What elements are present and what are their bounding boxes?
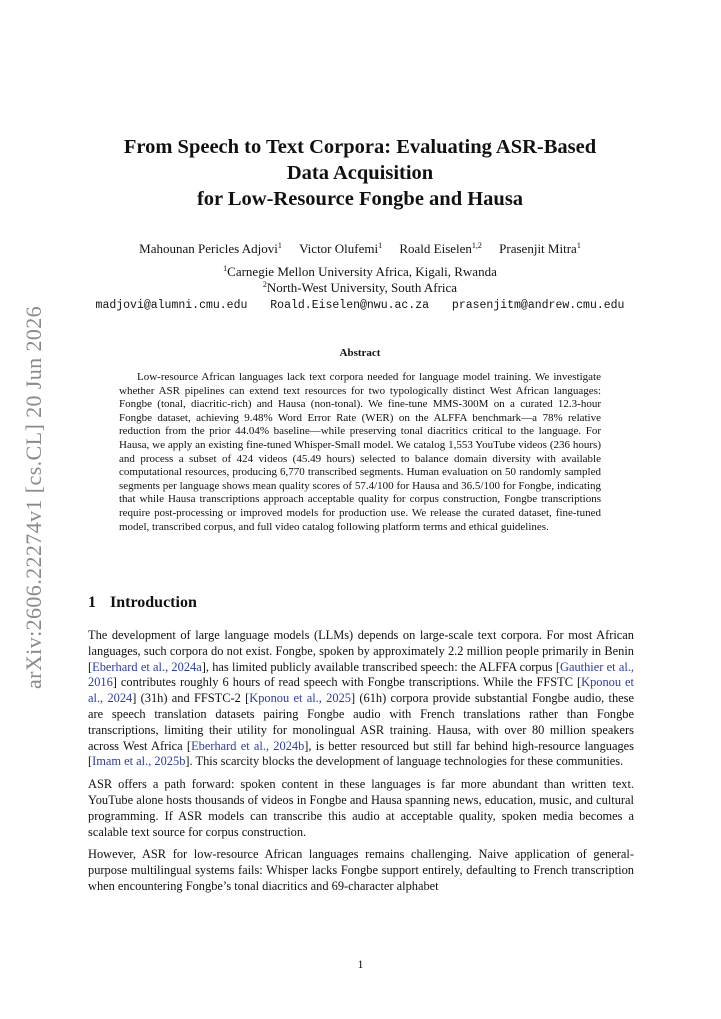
section-title: Introduction [110,594,197,611]
affiliation [80,277,640,296]
page-number: 1 [357,957,364,971]
paragraph: ASR offers a path forward: spoken content in these languages is far more abundant than written text. YouTube alone hosts thousands of videos in Fongbe and Hausa spanning news, education, music, and cultural programming. If ASR models can transcribe this audio at acceptable quality, spoken media becomes a scalable text source for corpus construction. [88,777,634,839]
author [299,241,382,256]
text-run: ], is better resourced but still far behind high-resource languages [ [88,738,634,769]
email: Roald.Eiselen@nwu.ac.za [270,299,430,312]
abstract-heading: Abstract [339,347,381,359]
affiliation-mark: 1 [223,264,228,273]
author [139,241,282,256]
text-run: ] contributes roughly 6 hours of read speech with Fongbe transcriptions. While the FFSTC [ [112,675,582,690]
section-number: 1 [88,594,96,611]
text-run: ], has limited publicly available transcribed speech: the ALFFA corpus [ [201,659,561,674]
arxiv-identifier-stamp: arXiv:2606.22274v1 [cs.CL] 20 Jun 2026 [21,305,46,690]
author-name: Mahounan Pericles Adjovi [139,241,278,256]
email: prasenjitm@andrew.cmu.edu [451,299,625,312]
abstract-text: Low-resource African languages lack text corpora needed for language model training. We investigate whether ASR pipelines can extend text resources for two typologically distinct West African languages: Fongbe (tonal, diacritic-rich) and Hausa (non-tonal). We fine-tune MMS-300M on a curated 12.3-hour Fongbe dataset, achieving 9.48% Word Error Rate (WER) on the ALFFA benchmark—a 78% relative reduction from the prior 44.04% baseline—while preserving tonal diacritics critical to the language. For Hausa, we apply an existing fine-tuned Whisper-Small model. We catalog 1,553 YouTube videos (236 hours) and process a subset of 424 videos (45.49 hours) selected to balance domain diversity with available computational resources, producing 6,770 transcribed segments. Human evaluation on 50 randomly sampled segments per language shows mean quality scores of 57.4/100 for Hausa and 36.5/100 for Fongbe, indicating that while Hausa transcriptions approach acceptable quality for corpus construction, Fongbe transcriptions require post-processing or improved models for production use. We release the curated dataset, fine-tuned model, transcribed corpus, and full video catalog following platform terms and ethical guidelines. [119,371,601,533]
author-emails [80,298,640,314]
citation-link[interactable]: Eberhard et al., 2024b [191,738,305,753]
affiliation-text: North-West University, South Africa [266,280,458,295]
section-heading [88,594,197,612]
affiliation-mark: 2 [262,280,267,289]
paper-title [80,134,640,212]
paragraph [88,628,634,770]
citation-link[interactable]: Eberhard et al., 2024a [92,659,202,674]
author-affiliation-mark: 1 [378,241,383,250]
text-run: ] (61h) corpora provide substantial Fongbe audio, these are speech translation datasets pairing Fongbe audio with French translations rather than Fongbe transcriptions, limiting their utility for monolingual ASR training. Hausa, with over 80 million speakers across West Africa [ [88,691,634,753]
author-name: Prasenjit Mitra [499,241,577,256]
author-name: Victor Olufemi [299,241,379,256]
author-affiliation-mark: 1,2 [471,241,482,250]
text-run: The development of large language models (LLMs) depends on large-scale text corpora. For most African languages, such corpora do not exist. Fongbe, spoken by approximately 2.2 million people primarily in Benin [ [88,628,634,674]
author-affiliation-mark: 1 [576,241,581,250]
title-line: Data Acquisition [286,162,434,184]
author-name: Roald Eiselen [399,241,472,256]
author-list [80,237,640,257]
paragraph: However, ASR for low-resource African languages remains challenging. Naive application of general-purpose multilingual systems fails: Whisper lacks Fongbe support entirely, defaulting to French transcription when encountering Fongbe’s tonal diacritics and 69-character alphabet [88,847,634,893]
citation-link[interactable]: Kponou et al., 2025 [249,691,351,706]
affiliation-text: Carnegie Mellon University Africa, Kigali, Rwanda [227,264,497,279]
text-run: ]. This scarcity blocks the development of language technologies for these communities. [185,754,624,769]
email: madjovi@alumni.cmu.edu [95,299,248,312]
citation-link[interactable]: Gauthier et al., 2016 [88,659,634,690]
title-line: From Speech to Text Corpora: Evaluating ASR-Based [123,136,597,158]
citation-link[interactable]: Kponou et al., 2024 [88,675,634,706]
author-affiliation-mark: 1 [277,241,282,250]
body-text [88,628,634,902]
title-line: for Low-Resource Fongbe and Hausa [196,188,524,210]
author [499,241,581,256]
text-run: ] (31h) and FFSTC-2 [ [132,691,250,706]
author [399,241,482,256]
citation-link[interactable]: Imam et al., 2025b [92,754,186,769]
